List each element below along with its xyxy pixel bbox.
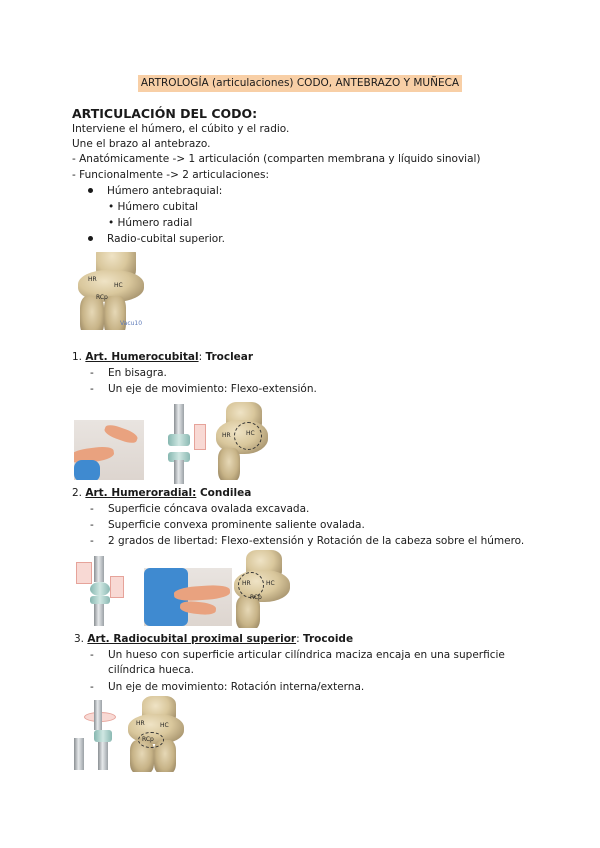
list-item-continued: cilíndrica hueca. [108,664,194,676]
label-rcp: RCp [96,294,108,301]
label-hr: HR [242,580,251,587]
flexion-photo [74,420,144,480]
watermark: Vacu10 [120,320,143,327]
label-hc: HC [114,282,123,289]
humeroradial-bone-image [232,550,292,628]
radiocubital-bone-image [126,696,186,772]
section-type: Condilea [196,487,252,499]
sub-item: • Húmero cubital [108,201,199,213]
motion-plane-icon [194,424,206,450]
item-text: En bisagra. [108,367,167,379]
section-1-heading [72,350,253,365]
section-2-heading [72,486,251,501]
condylar-model-image [76,556,124,626]
item-text: Un hueso con superficie articular cilíndrica maciza encaja en una superficie [108,649,505,661]
list-item: - 2 grados de libertad: Flexo-extensión y Rotación de la cabeza sobre el húmero. [90,535,525,547]
list-item: - Superficie cóncava ovalada excavada. [90,503,310,515]
label-hc: HC [160,722,169,729]
text-line: - Anatómicamente -> 1 articulación (comparten membrana y líquido sinovial) [72,153,481,165]
label-rcp: RCp [142,736,154,743]
humerocubital-bone-image [216,402,268,480]
section-type: Troclear [205,351,254,363]
bullet-dot-icon [88,236,93,241]
sub-item: • Húmero radial [108,217,193,229]
section-name: Art. Humeroradial: [85,487,197,499]
bullet-item [88,184,222,199]
item-text: Un eje de movimiento: Flexo-extensión. [108,383,317,395]
separator: : [198,351,206,363]
section-3-heading [74,632,353,647]
section-name: Art. Radiocubital proximal superior [87,633,297,645]
list-item: - Un eje de movimiento: Flexo-extensión. [90,383,317,395]
section-number: 3. [74,633,88,645]
bullet-dot-icon [88,188,93,193]
title-row [0,71,600,92]
item-text: Un eje de movimiento: Rotación interna/externa. [108,681,365,693]
page-title: ARTROLOGÍA (articulaciones) CODO, ANTEBRAZO Y MUÑECA [138,75,462,92]
section-type: Trocoide [302,633,354,645]
item-text: 2 grados de libertad: Flexo-extensión y Rotación de la cabeza sobre el húmero. [108,535,525,547]
rotation-photo [144,568,232,626]
section-number: 2. [72,487,86,499]
separator: : [296,633,303,645]
list-item: - Un eje de movimiento: Rotación interna/externa. [90,681,365,693]
label-hr: HR [136,720,145,727]
list-item: - Un hueso con superficie articular cilíndrica maciza encaja en una superficie [90,649,505,661]
bullet-text: Radio-cubital superior. [107,233,225,245]
elbow-joint-image [74,252,152,330]
bullet-item [88,232,225,247]
bullet-text: Húmero antebraquial: [107,185,223,197]
text-line: Une el brazo al antebrazo. [72,138,211,150]
label-rcp: RCp [250,594,262,601]
section-name: Art. Humerocubital [85,351,199,363]
label-hc: HC [266,580,275,587]
pivot-model-image [74,700,124,770]
list-item: - Superficie convexa prominente saliente ovalada. [90,519,365,531]
label-hc: HC [246,430,255,437]
label-hr: HR [222,432,231,439]
text-line: Interviene el húmero, el cúbito y el radio. [72,123,290,135]
section-heading: ARTICULACIÓN DEL CODO: [72,106,258,121]
item-text: Superficie cóncava ovalada excavada. [108,503,310,515]
section-number: 1. [72,351,86,363]
label-hr: HR [88,276,97,283]
text-line: - Funcionalmente -> 2 articulaciones: [72,169,270,181]
list-item: - En bisagra. [90,367,167,379]
item-text: Superficie convexa prominente saliente ovalada. [108,519,365,531]
